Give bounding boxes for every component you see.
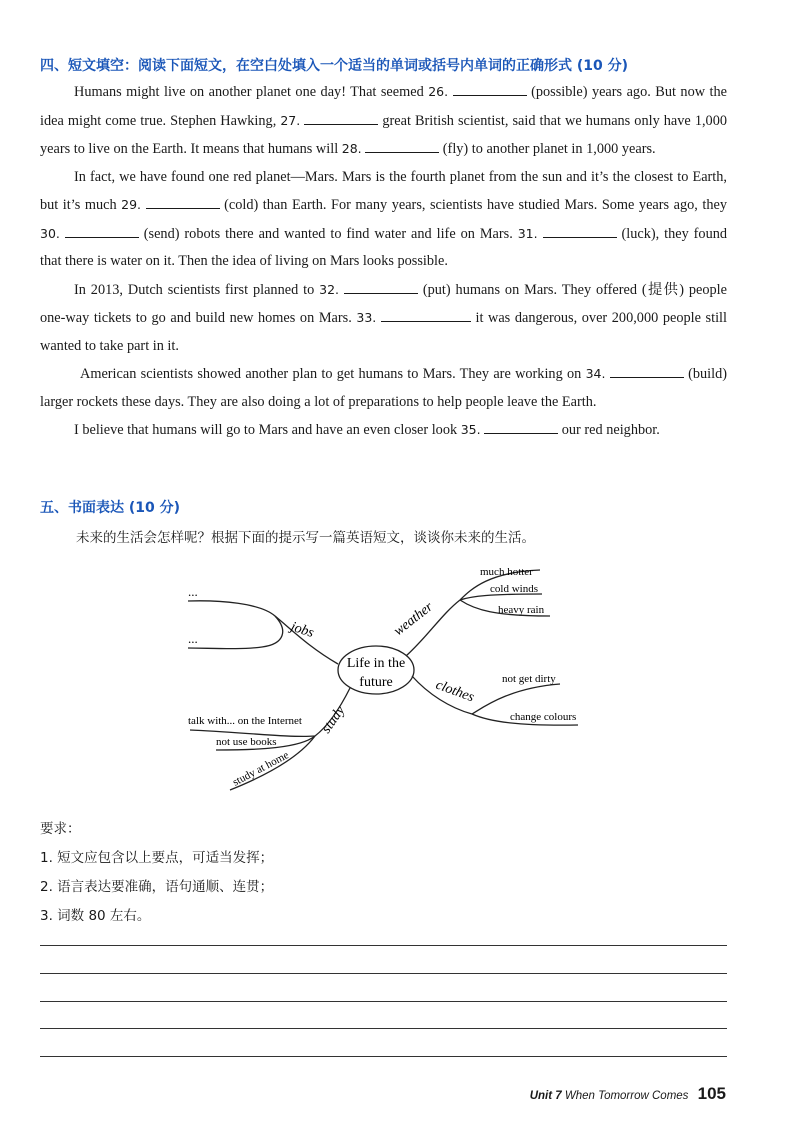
passage-text: (cold) than Earth. For many years, scientists have studied Mars. Some years ago, they [219, 197, 727, 213]
answer-blank[interactable] [453, 82, 527, 96]
writing-line[interactable] [40, 973, 727, 974]
passage-text: American scientists showed another plan to get humans to Mars. They are working on [80, 366, 586, 382]
mind-map-center-line-1: Life in the [346, 656, 406, 671]
answer-blank[interactable] [65, 224, 139, 238]
passage-paragraph [40, 78, 727, 164]
passage-paragraph [40, 164, 727, 276]
passage-text: In 2013, Dutch scientists first planned to [74, 281, 320, 298]
weather-item-2: cold winds [490, 583, 538, 595]
section-4-title: 四、短文填空：阅读下面短文，在空白处填入一个适当的单词或括号内单词的正确形式 (10 分) [40, 58, 629, 74]
clothes-sub-branch-1 [472, 684, 560, 714]
study-item-3: study at home [230, 749, 291, 789]
requirement-item: 2. 语言表达要准确，语句通顺、连贯； [40, 879, 274, 895]
page-footer [530, 1084, 726, 1104]
mind-map [180, 558, 620, 798]
writing-line[interactable] [40, 945, 727, 946]
answer-blank[interactable] [344, 280, 418, 294]
jobs-sub-branch-1 [188, 601, 275, 616]
passage-text: In fact, we have found one red planet—Mars. Mars is the fourth planet from the sun and it’s the closest to Earth, but it’s much [40, 168, 727, 213]
passage-text: (build) larger rockets these days. They are also doing a lot of preparations to help people leave the Earth. [40, 366, 727, 410]
passage-text: (send) robots there and wanted to find water and life on Mars. [138, 225, 518, 242]
weather-item-3: heavy rain [498, 604, 545, 616]
answer-blank[interactable] [365, 139, 439, 153]
mind-map-center-line-2: future [359, 675, 393, 690]
passage-text: I believe that humans will go to Mars and have an even closer look [74, 422, 461, 438]
question-number: 27. [280, 112, 301, 128]
passage-text: our red neighbor. [558, 422, 660, 438]
study-item-1: talk with... on the Internet [188, 715, 302, 727]
requirements [40, 815, 273, 931]
answer-blank[interactable] [146, 195, 220, 209]
requirements-title: 要求： [40, 821, 81, 837]
question-number: 28. [341, 141, 362, 156]
requirement-item: 1. 短文应包含以上要点，可适当发挥； [40, 850, 274, 866]
passage-paragraph [40, 276, 727, 361]
passage-text: (put) humans on Mars. They offered (提供) people one-way tickets to go and build new homes on Mars. [40, 281, 728, 326]
jobs-item-2: ... [188, 631, 198, 646]
passage-text: Humans might live on another planet one day! That seemed [74, 84, 429, 100]
question-number: 30. [40, 225, 60, 241]
passage-text: (luck), they found that there is water on it. Then the idea of living on Mars looks possible. [40, 225, 728, 269]
page-number: 105 [697, 1084, 726, 1103]
requirement-item: 3. 词数 80 左右。 [40, 908, 151, 924]
jobs-item-1: ... [188, 584, 198, 599]
answer-blank[interactable] [610, 364, 684, 378]
clothes-item-2: change colours [510, 711, 577, 723]
footer-unit-title: When Tomorrow Comes [564, 1090, 689, 1102]
writing-line[interactable] [40, 1028, 727, 1029]
question-number: 35. [460, 422, 481, 437]
question-number: 31. [517, 225, 538, 241]
question-number: 33. [356, 310, 377, 325]
jobs-label: jobs [288, 619, 316, 642]
passage-text: great British scientist, said that we humans only have 1,000 years to live on the Earth. It means that humans will [40, 112, 727, 157]
passage-paragraph [40, 416, 727, 445]
writing-line[interactable] [40, 1001, 727, 1002]
writing-prompt: 未来的生活会怎样呢？根据下面的提示写一篇英语短文，谈谈你未来的生活。 [76, 530, 535, 546]
passage-text: (possible) years ago. But now the idea might come true. Stephen Hawking, [40, 84, 727, 129]
weather-item-1: much hotter [480, 566, 533, 578]
question-number: 32. [319, 281, 340, 297]
passage-text: it was dangerous, over 200,000 people still wanted to take part in it. [40, 310, 727, 354]
weather-label: weather [391, 599, 437, 640]
footer-unit: Unit 7 [529, 1090, 562, 1102]
jobs-sub-branch-2 [188, 616, 283, 649]
section-5-title: 五、书面表达 (10 分) [40, 500, 181, 516]
study-item-2: not use books [216, 736, 277, 748]
question-number: 26. [428, 84, 449, 99]
clothes-label: clothes [433, 677, 477, 706]
writing-line[interactable] [40, 1056, 727, 1057]
passage-text: (fly) to another planet in 1,000 years. [439, 141, 656, 157]
answer-blank[interactable] [304, 111, 378, 125]
clothes-item-1: not get dirty [502, 673, 556, 685]
cloze-passage [40, 78, 727, 445]
study-label: study [318, 703, 349, 737]
question-number: 29. [121, 197, 142, 212]
passage-paragraph [40, 360, 727, 416]
answer-blank[interactable] [381, 308, 471, 322]
answer-blank[interactable] [543, 224, 617, 238]
answer-blank[interactable] [484, 420, 558, 434]
question-number: 34. [585, 366, 606, 381]
